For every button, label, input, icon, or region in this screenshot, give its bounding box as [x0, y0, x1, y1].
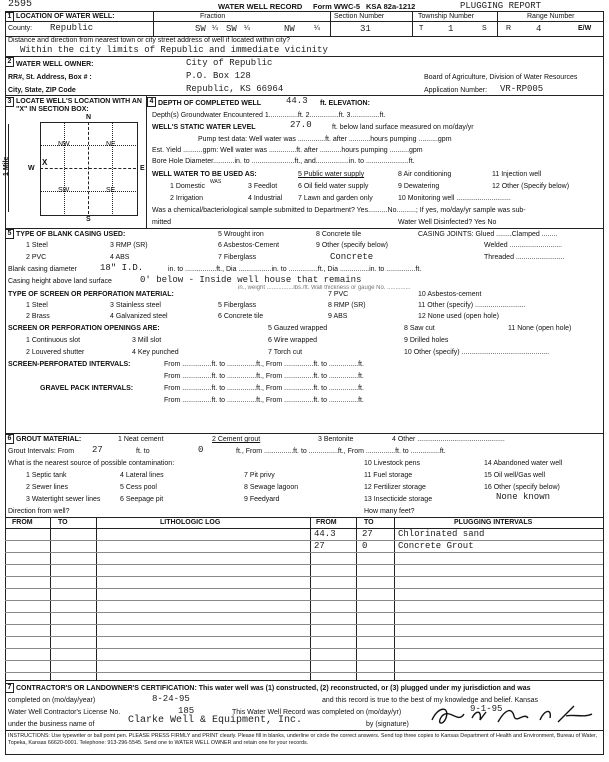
plug-to-header: TO	[364, 519, 374, 526]
casing-welded: Welded ...........................	[484, 242, 563, 249]
signature-icon	[428, 702, 598, 730]
screen-7[interactable]: 7 PVC	[328, 291, 349, 298]
nw-label: NW	[58, 141, 70, 148]
log-row-line	[5, 660, 603, 661]
static-level-label: WELL'S STATIC WATER LEVEL	[152, 124, 256, 131]
height-rest: in., weight ................lbs./ft. Wall thickness or gauge No. ..............	[238, 285, 411, 291]
form-number: 2595	[8, 0, 33, 10]
opening-10[interactable]: 10 Other (specify) .............................................	[404, 349, 550, 356]
plug-row-1-text: Chlorinated sand	[398, 529, 485, 539]
section-number-2: 2	[5, 57, 14, 67]
grout-from: 27	[92, 445, 103, 455]
quarter-symbol: ¼	[244, 25, 250, 32]
screen-4[interactable]: 4 Galvanized steel	[110, 313, 168, 320]
contam-12[interactable]: 12 Fertilizer storage	[364, 484, 426, 491]
grout-to: 0	[198, 445, 204, 455]
range-ew: E/W	[578, 25, 592, 32]
form-id: Form WWC-5	[313, 2, 361, 11]
locate-label: LOCATE WELL'S LOCATION WITH AN "X" IN SECTION BOX:	[16, 98, 142, 113]
casing-4[interactable]: 4 ABS	[110, 254, 130, 261]
pump-test-line: Pump test data: Well water was ..............ft. after ...........hours pumping ..........gpm	[198, 136, 452, 143]
location-label: LOCATION OF WATER WELL:	[16, 13, 115, 20]
instructions-text: INSTRUCTIONS: Use typewriter or ball point pen. PLEASE PRESS FIRMLY and PRINT clearly. Please fill in blanks, underline or circle the correct answers. Send top three copies to Kansas Department of Health and Environment, Bureau of Water, Topeka, Kansas 66620-0001. Telephone: 913-296-5545. Send one to WATER WELL OWNER and retain one for your records.	[8, 733, 598, 746]
business-label: under the business name of	[8, 721, 95, 728]
screen-interval-2: From ...............ft. to ...............ft., From ...............ft. to ...............ft.	[164, 373, 364, 380]
screen-9[interactable]: 9 ABS	[328, 313, 348, 320]
diameter-value: 18" I.D.	[100, 263, 144, 273]
grout-label: GROUT MATERIAL:	[16, 436, 82, 443]
plug-row-2-from: 27	[314, 541, 325, 551]
log-row-line	[5, 600, 603, 601]
static-level-value: 27.0	[290, 120, 312, 130]
log-row-line	[5, 576, 603, 577]
ne-label: NE	[106, 141, 116, 148]
quarter-symbol: ¼	[212, 25, 218, 32]
plug-from-header: FROM	[316, 519, 337, 526]
contam-13[interactable]: 13 Insecticide storage	[364, 496, 433, 503]
use-label: WELL WATER TO BE USED AS:	[152, 171, 257, 178]
range-value: 4	[536, 24, 542, 34]
contam-2[interactable]: 2 Sewer lines	[26, 484, 69, 491]
screen-6[interactable]: 6 Concrete tile	[218, 313, 264, 320]
section-number-7: 7	[5, 683, 14, 693]
grout-2[interactable]: 2 Cement grout	[212, 436, 261, 443]
log-row-line	[5, 552, 603, 553]
section-grid[interactable]	[40, 122, 138, 216]
well-mark-x: X	[42, 158, 48, 167]
ksa-ref: KSA 82a-1212	[366, 2, 416, 11]
plug-row-2-to: 0	[362, 541, 368, 551]
license-label: Water Well Contractor's License No.	[8, 709, 121, 716]
form-title: WATER WELL RECORD	[218, 2, 303, 11]
grout-1[interactable]: 1 Neat cement	[118, 436, 164, 443]
section-number-3: 3	[5, 97, 14, 107]
casing-9[interactable]: 9 Other (specify below)	[316, 242, 388, 249]
log-row-line	[5, 612, 603, 613]
use-3[interactable]: 3 Feedlot	[248, 183, 278, 190]
screen-label: TYPE OF SCREEN OR PERFORATION MATERIAL:	[8, 291, 174, 298]
contam-10[interactable]: 10 Livestock pens	[364, 460, 421, 467]
log-from-header: FROM	[12, 519, 33, 526]
casing-1[interactable]: 1 Steel	[26, 242, 48, 249]
quarter-2: SW	[226, 24, 237, 34]
static-level-rest: ft. below land surface measured on mo/day/yr	[332, 124, 474, 131]
quarter-symbol: ¼	[314, 25, 320, 32]
opening-11[interactable]: 11 None (open hole)	[508, 325, 572, 332]
range-r: R	[506, 25, 512, 32]
use-4[interactable]: 4 Industrial	[248, 195, 283, 202]
screen-10[interactable]: 10 Asbestos-cement	[418, 291, 482, 298]
grout-intervals-rest: ft., From ...............ft. to ...............ft., From ...............ft. to ...............ft.	[236, 448, 446, 455]
contam-16[interactable]: 16 Other (specify below)	[484, 484, 560, 491]
casing-threaded: Threaded .........................	[484, 254, 565, 261]
use-11[interactable]: 11 Injection well	[492, 171, 542, 178]
contam-1[interactable]: 1 Septic tank	[26, 472, 67, 479]
log-row-line	[5, 588, 603, 589]
casing-joints: CASING JOINTS: Glued ........Clamped ........	[418, 231, 558, 238]
screen-intervals-label: SCREEN-PERFORATED INTERVALS:	[8, 361, 131, 368]
log-row-line	[5, 636, 603, 637]
quarter-3: NW	[284, 24, 295, 34]
casing-6[interactable]: 6 Asbestos-Cement	[218, 242, 280, 249]
disinfected-line: Water Well Disinfected? Yes No	[398, 219, 497, 226]
section-number-6: 6	[5, 434, 14, 444]
opening-8[interactable]: 8 Saw cut	[404, 325, 435, 332]
address-label: RR#, St. Address, Box # :	[8, 74, 92, 81]
township-value: 1	[448, 24, 454, 34]
opening-6[interactable]: 6 Wire wrapped	[268, 337, 318, 344]
depth-value: 44.3	[286, 96, 308, 106]
use-8[interactable]: 8 Air conditioning	[398, 171, 452, 178]
depth-label: DEPTH OF COMPLETED WELL	[158, 100, 262, 107]
township-s: S	[482, 25, 487, 32]
completed-rest: and this record is true to the best of my knowledge and belief. Kansas	[322, 697, 538, 704]
contam-6[interactable]: 6 Seepage pit	[120, 496, 164, 503]
sw-label: SW	[58, 187, 70, 194]
elevation-label: ft. ELEVATION:	[320, 100, 370, 107]
casing-7[interactable]: 7 Fiberglass	[218, 254, 257, 261]
screen-12[interactable]: 12 None used (open hole)	[418, 313, 499, 320]
opening-1[interactable]: 1 Continuous slot	[26, 337, 81, 344]
casing-5[interactable]: 5 Wrought iron	[218, 231, 264, 238]
county-label: County:	[8, 25, 33, 32]
screen-2[interactable]: 2 Brass	[26, 313, 50, 320]
plug-row-1-to: 27	[362, 529, 373, 539]
mile-label: 1 Mile	[3, 156, 10, 176]
contam-14[interactable]: 14 Abandoned water well	[484, 460, 563, 467]
casing-label: TYPE OF BLANK CASING USED:	[16, 231, 126, 238]
contamination-label: What is the nearest source of possible contamination:	[8, 460, 175, 467]
owner-city: Republic, KS 66964	[186, 84, 284, 94]
screen-5[interactable]: 5 Fiberglass	[218, 302, 257, 309]
casing-8[interactable]: 8 Concrete tile	[316, 231, 362, 238]
log-row-line	[5, 672, 603, 673]
height-value: 0' below - Inside well house that remains	[140, 275, 362, 285]
gravel-interval-1: From ...............ft. to ...............ft., From ...............ft. to ...............ft.	[164, 385, 364, 392]
log-row-line	[5, 564, 603, 565]
section-number-5: 5	[5, 229, 14, 239]
board-label: Board of Agriculture, Division of Water Resources	[424, 74, 578, 81]
section-value: 31	[360, 24, 371, 34]
license-rest: This Water Well Record was completed on (mo/day/yr)	[232, 709, 402, 716]
distance-value: Within the city limits of Republic and immediate vicinity	[20, 45, 328, 55]
contam-9[interactable]: 9 Feedyard	[244, 496, 280, 503]
diameter-rest: in. to ................ft., Dia .................in. to ...............ft., Dia ...............in. to ...............ft.	[168, 266, 422, 273]
groundwater-line: Depth(s) Groundwater Encountered 1...............ft. 2...............ft. 3...............ft.	[152, 112, 386, 119]
range-label: Range Number	[527, 13, 575, 20]
grout-intervals-label: Grout Intervals: From	[8, 448, 75, 455]
log-row-line	[5, 540, 603, 541]
contam-5[interactable]: 5 Cess pool	[120, 484, 157, 491]
record-date: 9-1-95	[470, 704, 503, 714]
plugging-report-label: PLUGGING REPORT	[460, 1, 542, 11]
bore-line: Bore Hole Diameter...........in. to ......................ft., and.................in. to ......................ft.	[152, 158, 415, 165]
contam-3[interactable]: 3 Watertight sewer lines	[26, 496, 101, 503]
mitted-label: mitted	[152, 219, 172, 226]
west-label: W	[28, 165, 35, 172]
completed-date: 8-24-95	[152, 694, 190, 704]
lithologic-log-header: LITHOLOGIC LOG	[160, 519, 221, 526]
use-5[interactable]: 5 Public water supply	[298, 171, 365, 178]
grout-4[interactable]: 4 Other .............................................	[392, 436, 505, 443]
city-label: City, State, ZIP Code	[8, 87, 76, 94]
contam-8[interactable]: 8 Sewage lagoon	[244, 484, 299, 491]
gravel-intervals-label: GRAVEL PACK INTERVALS:	[40, 385, 134, 392]
quarter-1: SW	[195, 24, 206, 34]
screen-1[interactable]: 1 Steel	[26, 302, 48, 309]
owner-address: P.O. Box 128	[186, 71, 251, 81]
use-1[interactable]: 1 Domestic	[170, 183, 206, 190]
use-2[interactable]: 2 Irrigation	[170, 195, 204, 202]
log-row-line	[5, 624, 603, 625]
se-label: SE	[106, 187, 116, 194]
section-number-1: 1	[5, 12, 14, 22]
signature-label: by (signature)	[366, 721, 409, 728]
screen-3[interactable]: 3 Stainless steel	[110, 302, 161, 309]
was-label: WAS	[210, 179, 222, 185]
direction-label: Direction from well?	[8, 508, 70, 515]
gravel-interval-2: From ...............ft. to ...............ft., From ...............ft. to ...............ft.	[164, 397, 364, 404]
opening-4[interactable]: 4 Key punched	[132, 349, 179, 356]
use-7[interactable]: 7 Lawn and garden only	[298, 195, 373, 202]
use-10[interactable]: 10 Monitoring well ............................	[398, 195, 511, 202]
distance-label: Distance and direction from nearest town or city street address of well if located within city?	[8, 37, 291, 44]
yield-line: Est. Yield ..........gpm: Well water was ..............ft. after ...........hours pumping ..........gpm	[152, 147, 423, 154]
township-label: Township Number	[418, 13, 475, 20]
certification-line: CONTRACTOR'S OR LANDOWNER'S CERTIFICATION: This water well was (1) constructed, (2) reconstructed, or (3) plugged under my jurisdiction and was	[16, 685, 531, 692]
plug-row-1-from: 44.3	[314, 529, 336, 539]
openings-label: SCREEN OR PERFORATION OPENINGS ARE:	[8, 325, 160, 332]
grout-ft-to: ft. to	[136, 448, 150, 455]
contam-4[interactable]: 4 Lateral lines	[120, 472, 164, 479]
height-label: Casing height above land surface	[8, 278, 112, 285]
chem-sample-line: Was a chemical/bacteriological sample submitted to Department? Yes..........No..........; If yes, mo/day/yr sample was sub-	[152, 207, 526, 214]
casing-3[interactable]: 3 RMP (SR)	[110, 242, 148, 249]
how-many-feet-label: How many feet?	[364, 508, 415, 515]
contam-11[interactable]: 11 Fuel storage	[364, 472, 413, 479]
section-number-label: Section Number	[334, 13, 385, 20]
application-label: Application Number:	[424, 87, 488, 94]
opening-3[interactable]: 3 Mill slot	[132, 337, 162, 344]
grout-3[interactable]: 3 Bentonite	[318, 436, 354, 443]
license-number: 185	[178, 706, 195, 716]
contam-15[interactable]: 15 Oil well/Gas well	[484, 472, 546, 479]
completed-label: completed on (mo/day/year)	[8, 697, 96, 704]
log-to-header: TO	[58, 519, 68, 526]
use-9[interactable]: 9 Dewatering	[398, 183, 440, 190]
owner-label: WATER WELL OWNER:	[16, 61, 94, 68]
casing-2[interactable]: 2 PVC	[26, 254, 47, 261]
log-row-line	[5, 648, 603, 649]
screen-interval-1: From ...............ft. to ...............ft., From ...............ft. to ...............ft.	[164, 361, 364, 368]
contam-7[interactable]: 7 Pit privy	[244, 472, 275, 479]
application-number: VR-RP005	[500, 84, 544, 94]
east-label: E	[140, 165, 145, 172]
township-t: T	[419, 25, 424, 32]
fraction-label: Fraction	[200, 13, 226, 20]
use-6[interactable]: 6 Oil field water supply	[298, 183, 369, 190]
opening-5[interactable]: 5 Gauzed wrapped	[268, 325, 328, 332]
business-name: Clarke Well & Equipment, Inc.	[128, 715, 303, 726]
opening-9[interactable]: 9 Drilled holes	[404, 337, 449, 344]
plugging-intervals-header: PLUGGING INTERVALS	[454, 519, 533, 526]
plug-row-2-text: Concrete Grout	[398, 541, 474, 551]
south-label: S	[86, 216, 91, 223]
owner-name: City of Republic	[186, 58, 273, 68]
screen-11[interactable]: 11 Other (specify) ..........................	[418, 302, 526, 309]
casing-other-value: Concrete	[330, 252, 374, 262]
contam-none-known: None known	[496, 492, 551, 502]
section-number-4: 4	[147, 97, 156, 107]
screen-8[interactable]: 8 RMP (SR)	[328, 302, 366, 309]
diameter-label: Blank casing diameter	[8, 266, 77, 273]
opening-2[interactable]: 2 Louvered shutter	[26, 349, 85, 356]
use-12[interactable]: 12 Other (Specify below)	[492, 183, 570, 190]
opening-7[interactable]: 7 Torch cut	[268, 349, 303, 356]
county-value: Republic	[50, 23, 94, 33]
north-label: N	[86, 114, 92, 121]
